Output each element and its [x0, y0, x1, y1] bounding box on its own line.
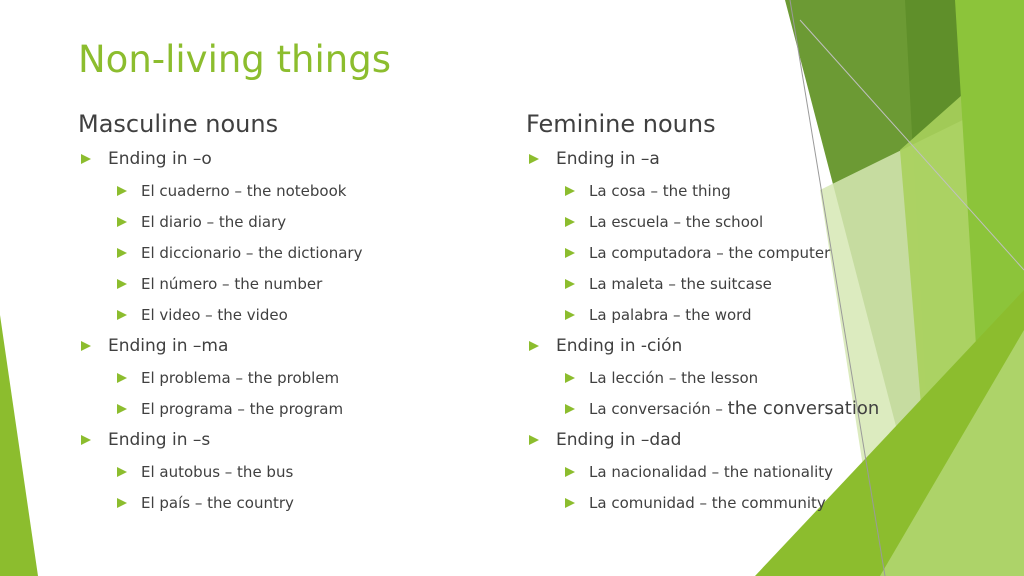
noun-item: El país – the country: [141, 494, 294, 512]
bullet-level1: [526, 429, 879, 451]
triangle-right-icon: [565, 217, 575, 227]
bullet-level2: [526, 492, 879, 514]
feminine-heading: Feminine nouns: [526, 110, 716, 138]
triangle-right-icon: [117, 498, 127, 508]
bullet-level1: [78, 429, 362, 451]
triangle-right-icon: [81, 341, 91, 351]
triangle-right-icon: [117, 310, 127, 320]
triangle-right-icon: [529, 154, 539, 164]
noun-item: La conversación –: [589, 400, 728, 418]
noun-item: La maleta – the suitcase: [589, 275, 772, 293]
triangle-right-icon: [565, 248, 575, 258]
triangle-right-icon: [565, 467, 575, 477]
noun-item: El cuaderno – the notebook: [141, 182, 347, 200]
triangle-right-icon: [565, 186, 575, 196]
noun-item: La comunidad – the community: [589, 494, 826, 512]
slide-title: Non-living things: [78, 38, 392, 81]
noun-item: El autobus – the bus: [141, 463, 294, 481]
triangle-right-icon: [117, 186, 127, 196]
bullet-level2: [78, 242, 362, 264]
noun-item: La nacionalidad – the nationality: [589, 463, 834, 481]
triangle-right-icon: [117, 404, 127, 414]
noun-item: El problema – the problem: [141, 369, 340, 387]
group-label: Ending in -ción: [556, 336, 683, 356]
noun-item: La cosa – the thing: [589, 182, 731, 200]
bullet-level2: [78, 304, 362, 326]
group-label: Ending in –a: [556, 149, 660, 169]
triangle-right-icon: [117, 217, 127, 227]
triangle-right-icon: [565, 279, 575, 289]
noun-item: La lección – the lesson: [589, 369, 759, 387]
triangle-right-icon: [565, 498, 575, 508]
group-label: Ending in –ma: [108, 336, 229, 356]
bullet-level2: [526, 461, 879, 483]
triangle-right-icon: [565, 310, 575, 320]
noun-item: La computadora – the computer: [589, 244, 831, 262]
bullet-level2: [526, 398, 879, 420]
masculine-heading: Masculine nouns: [78, 110, 279, 138]
bullet-level2: [78, 180, 362, 202]
bullet-level2: [526, 211, 879, 233]
bullet-level2: [78, 367, 362, 389]
bullet-level2: [526, 273, 879, 295]
noun-item: El diccionario – the dictionary: [141, 244, 363, 262]
triangle-right-icon: [529, 341, 539, 351]
noun-item-emphasis: the conversation: [727, 398, 880, 419]
bullet-level1: [526, 148, 879, 170]
group-label: Ending in –o: [108, 149, 212, 169]
bullet-level2: [526, 367, 879, 389]
left-green-sliver: [0, 315, 38, 576]
triangle-right-icon: [117, 248, 127, 258]
triangle-right-icon: [565, 404, 575, 414]
triangle-right-icon: [81, 154, 91, 164]
bullet-level2: [78, 492, 362, 514]
bullet-level2: [78, 398, 362, 420]
bullet-level1: [526, 335, 879, 357]
noun-item: El diario – the diary: [141, 213, 287, 231]
bullet-level1: [78, 335, 362, 357]
noun-item: El video – the video: [141, 306, 288, 324]
triangle-right-icon: [117, 467, 127, 477]
group-label: Ending in –dad: [556, 430, 682, 450]
bullet-level2: [78, 211, 362, 233]
noun-item: El número – the number: [141, 275, 323, 293]
triangle-right-icon: [81, 435, 91, 445]
bullet-level2: [526, 304, 879, 326]
masculine-column: [78, 110, 362, 523]
triangle-right-icon: [565, 373, 575, 383]
bullet-level2: [526, 242, 879, 264]
bullet-level2: [78, 461, 362, 483]
bullet-level2: [526, 180, 879, 202]
triangle-right-icon: [529, 435, 539, 445]
bullet-level1: [78, 148, 362, 170]
noun-item: La escuela – the school: [589, 213, 764, 231]
feminine-column: [526, 110, 879, 523]
group-label: Ending in –s: [108, 430, 211, 450]
triangle-right-icon: [117, 279, 127, 289]
noun-item: La palabra – the word: [589, 306, 752, 324]
triangle-right-icon: [117, 373, 127, 383]
bullet-level2: [78, 273, 362, 295]
noun-item: El programa – the program: [141, 400, 344, 418]
